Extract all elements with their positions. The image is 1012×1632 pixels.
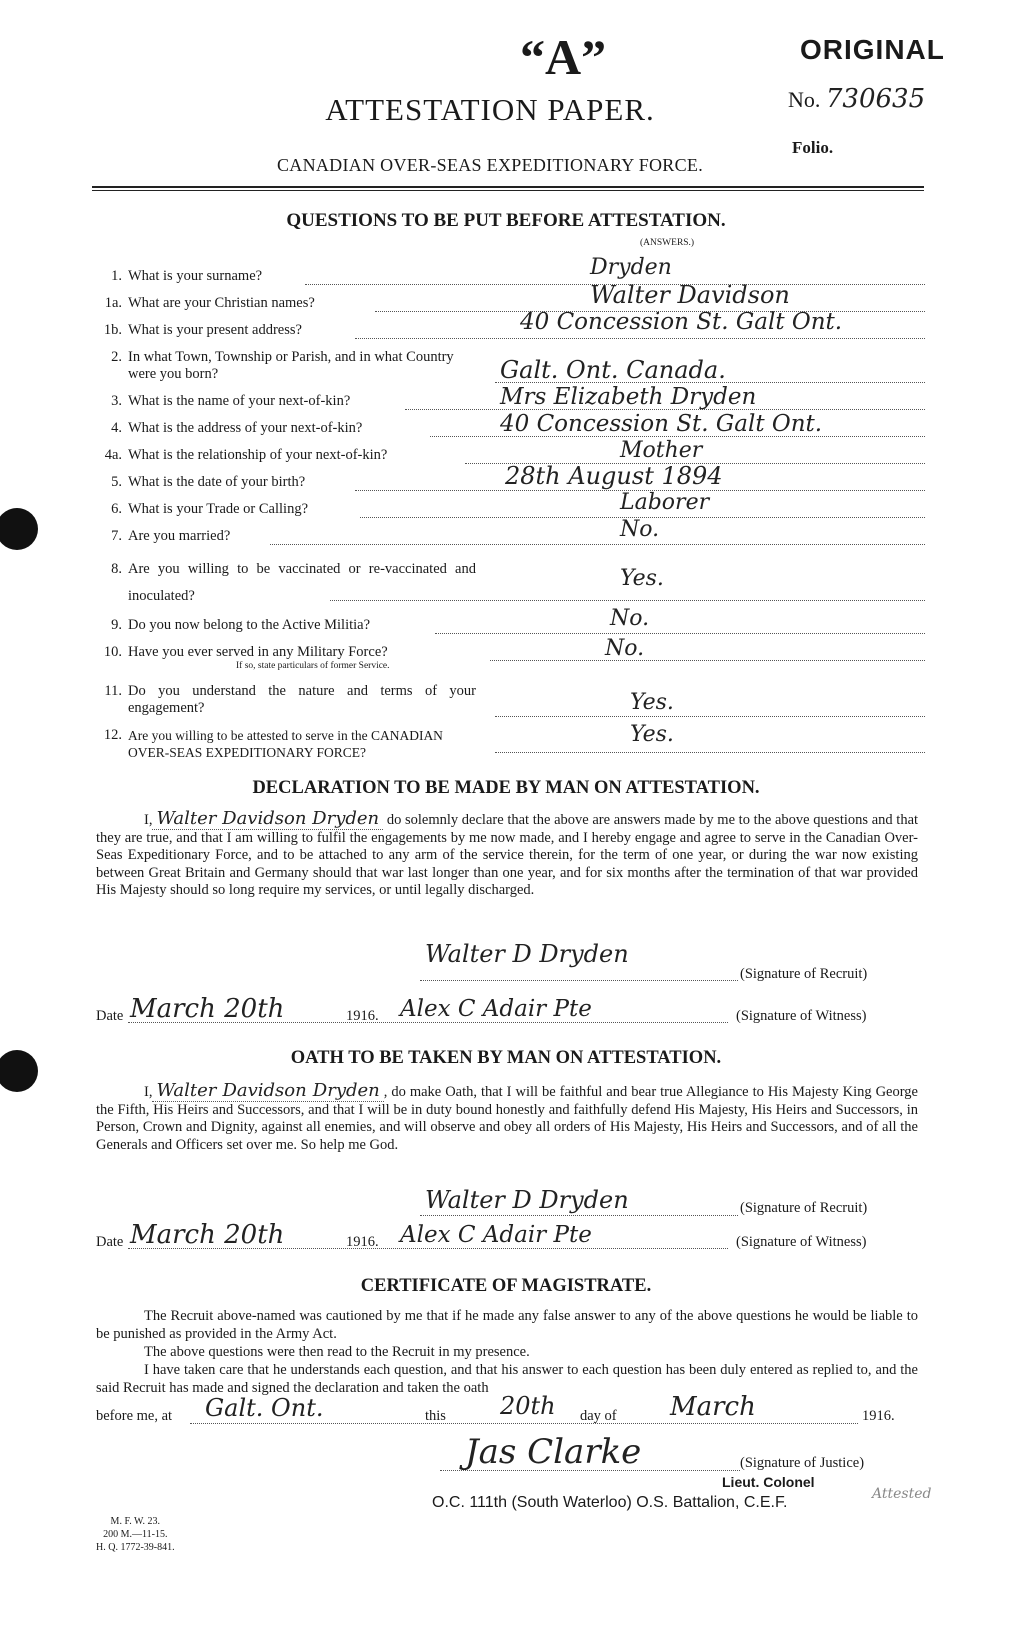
- oath-witness-signature: Alex C Adair Pte: [400, 1222, 592, 1248]
- answer-relationship: Mother: [620, 438, 703, 463]
- question-4a: 4a. What is the relationship of your next-of-kin?: [104, 447, 388, 463]
- declaration-year: 1916.: [346, 1008, 379, 1024]
- declaration-text: I, Walter Davidson Dryden do solemnly declare that the above are answers made by me to the above questions and that they are true, and that I am willing to fulfil the engagements by me now made, and I hereby engage and agree to serve in the Canadian Over-Seas Expeditionary Force, and to be attached to any arm of the service therein, for the term of one year, or during the war now existing between Great Britain and Germany should that war last longer than one year, and for six months after the termination of that war provided His Majesty should so long require my services, or until legally discharged.: [96, 808, 919, 898]
- page-subtitle: CANADIAN OVER-SEAS EXPEDITIONARY FORCE.: [276, 155, 704, 175]
- this-label: this: [425, 1408, 446, 1424]
- oath-recruit-signature: Walter D Dryden: [425, 1186, 629, 1214]
- answer-willing-to-serve: Yes.: [630, 722, 674, 747]
- questions-heading: QUESTIONS TO BE PUT BEFORE ATTESTATION.: [286, 210, 726, 231]
- justice-rank: Lieut. Colonel: [722, 1474, 815, 1490]
- answer-next-of-kin: Mrs Elizabeth Dryden: [500, 384, 757, 410]
- question-1: 1. What is your surname?: [111, 268, 263, 284]
- punch-hole-top: [0, 508, 38, 550]
- certificate-day: 20th: [500, 1392, 556, 1420]
- certificate-heading: CERTIFICATE OF MAGISTRATE.: [360, 1276, 652, 1296]
- answer-birth-date: 28th August 1894: [505, 462, 723, 490]
- header-rule-thin: [92, 190, 924, 191]
- signature-rule: [420, 980, 738, 981]
- signature-rule: [420, 1215, 738, 1216]
- question-5: 5. What is the date of your birth?: [111, 474, 306, 490]
- form-code-line: M. F. W. 23.: [110, 1516, 161, 1527]
- regimental-number: 730635: [825, 84, 926, 114]
- margin-note: Attested: [872, 1486, 932, 1502]
- signature-rule: [440, 1470, 740, 1471]
- question-9: 9. Do you now belong to the Active Militia?: [111, 617, 371, 633]
- oath-recruit-sig-label: (Signature of Recruit): [740, 1200, 868, 1216]
- declaration-witness-sig-label: (Signature of Witness): [736, 1008, 867, 1024]
- oath-date: March 20th: [130, 1220, 285, 1250]
- date-rule: [128, 1248, 728, 1249]
- form-code: [96, 1515, 175, 1554]
- answer-rule: [270, 544, 925, 545]
- declaration-date: March 20th: [130, 994, 285, 1024]
- date-rule: [190, 1423, 858, 1424]
- answer-vaccinated: Yes.: [620, 566, 664, 591]
- oath-witness-sig-label: (Signature of Witness): [736, 1234, 867, 1250]
- answers-label: (ANSWERS.): [640, 238, 695, 248]
- question-3: 3. What is the name of your next-of-kin?: [111, 393, 351, 409]
- certificate-paragraph-2: The above questions were then read to the Recruit in my presence.: [144, 1344, 530, 1360]
- question-11: 11. Do you understand the nature and terms of your engagement?: [104, 683, 476, 716]
- number-label: No.: [788, 87, 821, 112]
- question-4: 4. What is the address of your next-of-kin?: [111, 420, 363, 436]
- declaration-recruit-sig-label: (Signature of Recruit): [740, 966, 868, 982]
- question-2: 2. In what Town, Township or Parish, and in what Country were you born?: [111, 349, 454, 382]
- question-7: 7. Are you married?: [111, 528, 231, 544]
- question-6: 6. What is your Trade or Calling?: [111, 501, 309, 517]
- oath-date-label: Date: [96, 1234, 124, 1250]
- answer-married: No.: [620, 517, 660, 542]
- answer-rule: [495, 716, 925, 717]
- justice-sig-label: (Signature of Justice): [740, 1455, 865, 1471]
- form-code-line: 200 M.—11-15.: [103, 1529, 168, 1540]
- date-rule: [128, 1022, 728, 1023]
- answer-military-force: No.: [605, 636, 645, 661]
- declaration-heading: DECLARATION TO BE MADE BY MAN ON ATTESTATION.: [252, 778, 760, 798]
- before-me-label: before me, at: [96, 1408, 173, 1424]
- question-10-note: If so, state particulars of former Service.: [236, 661, 390, 671]
- declaration-name: Walter Davidson Dryden: [152, 808, 383, 830]
- oath-heading: OATH TO BE TAKEN BY MAN ON ATTESTATION.: [290, 1048, 722, 1068]
- question-8: 8. Are you willing to be vaccinated or re-vaccinated and inoculated?: [111, 561, 476, 604]
- certificate-paragraph-1: The Recruit above-named was cautioned by me that if he made any false answer to any of the above questions he would be liable to be punished as provided in the Army Act.: [96, 1308, 918, 1342]
- certificate-place: Galt. Ont.: [205, 1394, 324, 1422]
- declaration-date-label: Date: [96, 1008, 124, 1024]
- number-field: [788, 84, 925, 114]
- oath-name: Walter Davidson Dryden: [152, 1080, 383, 1102]
- answer-understand-terms: Yes.: [630, 690, 674, 715]
- declaration-recruit-signature: Walter D Dryden: [425, 940, 629, 968]
- answer-rule: [495, 752, 925, 753]
- original-stamp: ORIGINAL: [800, 34, 945, 65]
- folio-label: Folio.: [792, 138, 834, 157]
- oath-text: I, Walter Davidson Dryden , do make Oath, that I will be faithful and bear true Allegiance to His Majesty King George the Fifth, His Heirs and Successors, and that I will be in duty bound honestly and faithfully defend His Majesty, His Heirs and Successors, in Person, Crown and Dignity, against all enemies, and will observe and obey all orders of His Majesty, His Heirs and Successors, and of all the Generals and Officers set over me. So help me God.: [96, 1080, 918, 1153]
- page-title: ATTESTATION PAPER.: [325, 92, 655, 127]
- answer-militia: No.: [610, 606, 650, 631]
- form-code-line: H. Q. 1772-39-841.: [96, 1542, 175, 1553]
- answer-birthplace: Galt. Ont. Canada.: [500, 356, 726, 384]
- declaration-witness-signature: Alex C Adair Pte: [400, 996, 592, 1022]
- question-12: 12. Are you willing to be attested to serve in the CANADIAN OVER-SEAS EXPEDITIONARY FORCE?: [103, 727, 443, 760]
- answer-rule: [435, 633, 925, 634]
- answer-rule: [330, 600, 925, 601]
- answer-surname: Dryden: [590, 255, 672, 280]
- justice-signature: Jas Clarke: [465, 1432, 642, 1472]
- certificate-month: March: [670, 1392, 756, 1422]
- question-10: 10. Have you ever served in any Military Force? If so, state particulars of former Service.: [103, 644, 390, 671]
- day-of-label: day of: [580, 1408, 617, 1424]
- answer-trade: Laborer: [620, 490, 710, 515]
- certificate-year: 1916.: [862, 1408, 895, 1424]
- justice-unit: O.C. 111th (South Waterloo) O.S. Battalion, C.E.F.: [432, 1494, 788, 1511]
- question-1a: 1a. What are your Christian names?: [104, 295, 315, 311]
- certificate-paragraph-3: I have taken care that he understands each question, and that his answer to each question has been duly entered as replied to, and the said Recruit has made and signed the declaration and taken the oath: [96, 1362, 918, 1396]
- answer-rule: [355, 338, 925, 339]
- answer-christian-names: Walter Davidson: [590, 281, 790, 309]
- oath-year: 1916.: [346, 1234, 379, 1250]
- header-rule: [92, 186, 924, 188]
- form-letter: “A”: [520, 29, 607, 85]
- question-1b: 1b. What is your present address?: [103, 322, 302, 338]
- answer-present-address: 40 Concession St. Galt Ont.: [520, 309, 843, 335]
- answer-next-of-kin-address: 40 Concession St. Galt Ont.: [500, 411, 823, 437]
